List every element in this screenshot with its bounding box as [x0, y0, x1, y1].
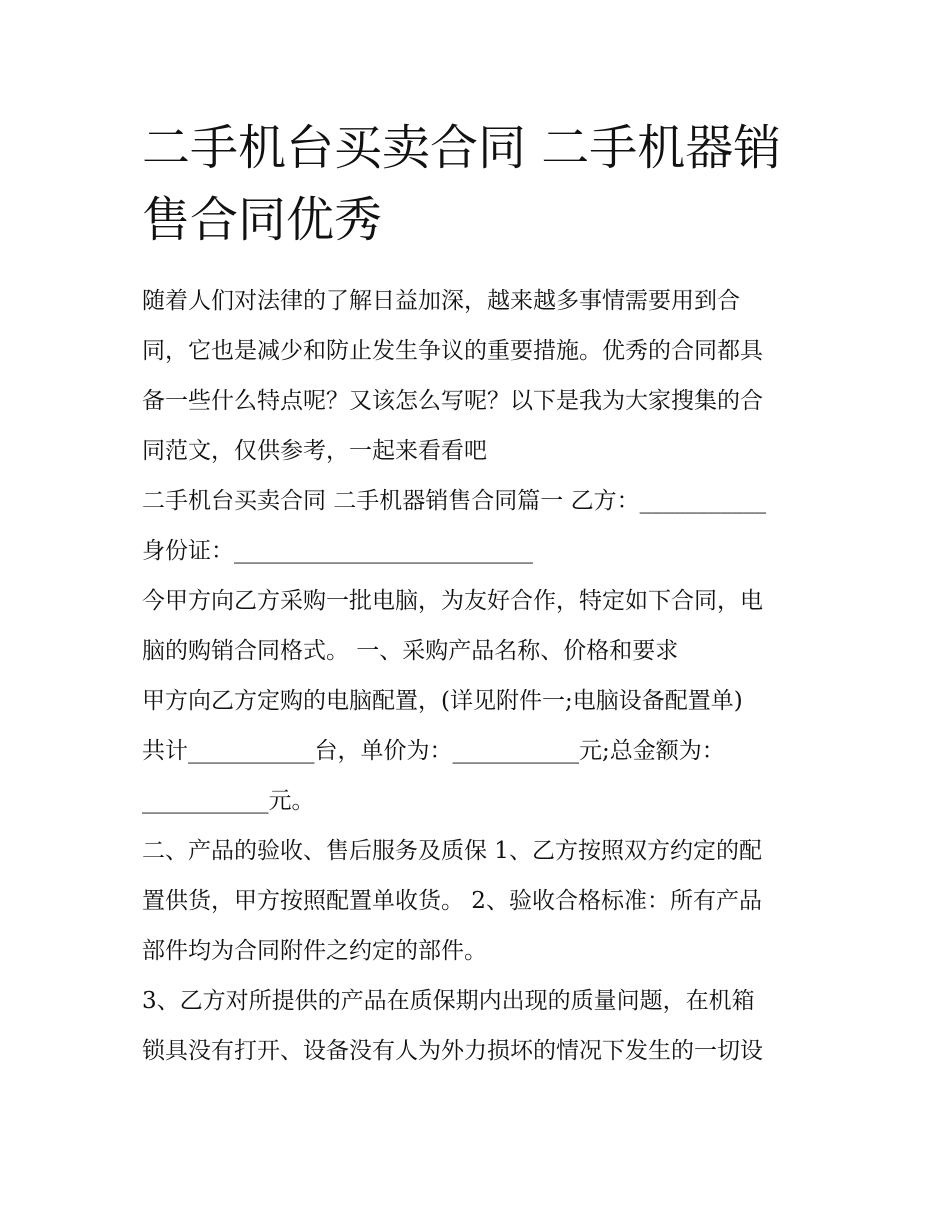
text-line: 置供货，甲方按照配置单收货。 2、验收合格标准：所有产品	[142, 888, 762, 914]
text-line: 共计___________台，单价为：___________元;总金额为：	[142, 738, 725, 764]
text-line: 身份证：__________________________	[142, 538, 533, 564]
title-line: 二手机台买卖合同 二手机器销	[142, 120, 782, 176]
text-line: 同范文，仅供参考，一起来看看吧	[142, 438, 487, 464]
text-line: 同，它也是减少和防止发生争议的重要措施。优秀的合同都具	[142, 338, 763, 364]
text-line: 备一些什么特点呢？又该怎么写呢？以下是我为大家搜集的合	[142, 388, 763, 414]
text-line: 二、产品的验收、售后服务及质保 1、乙方按照双方约定的配	[142, 838, 762, 864]
text-line: 锁具没有打开、设备没有人为外力损坏的情况下发生的一切设	[142, 1038, 763, 1064]
document-body	[142, 276, 822, 1076]
text-line: 3、乙方对所提供的产品在质保期内出现的质量问题，在机箱	[142, 988, 755, 1014]
text-line: 部件均为合同附件之约定的部件。	[142, 938, 487, 964]
text-line: ___________元。	[142, 788, 315, 814]
text-line: 脑的购销合同格式。 一、采购产品名称、价格和要求	[142, 638, 679, 664]
text-line: 随着人们对法律的了解日益加深，越来越多事情需要用到合	[142, 288, 740, 314]
text-line: 二手机台买卖合同 二手机器销售合同篇一 乙方：___________	[142, 488, 767, 514]
text-line: 甲方向乙方定购的电脑配置，(详见附件一;电脑设备配置单)	[142, 688, 743, 714]
text-line: 今甲方向乙方采购一批电脑，为友好合作，特定如下合同，电	[142, 588, 763, 614]
document-title	[142, 112, 822, 256]
title-line: 售合同优秀	[142, 192, 383, 248]
